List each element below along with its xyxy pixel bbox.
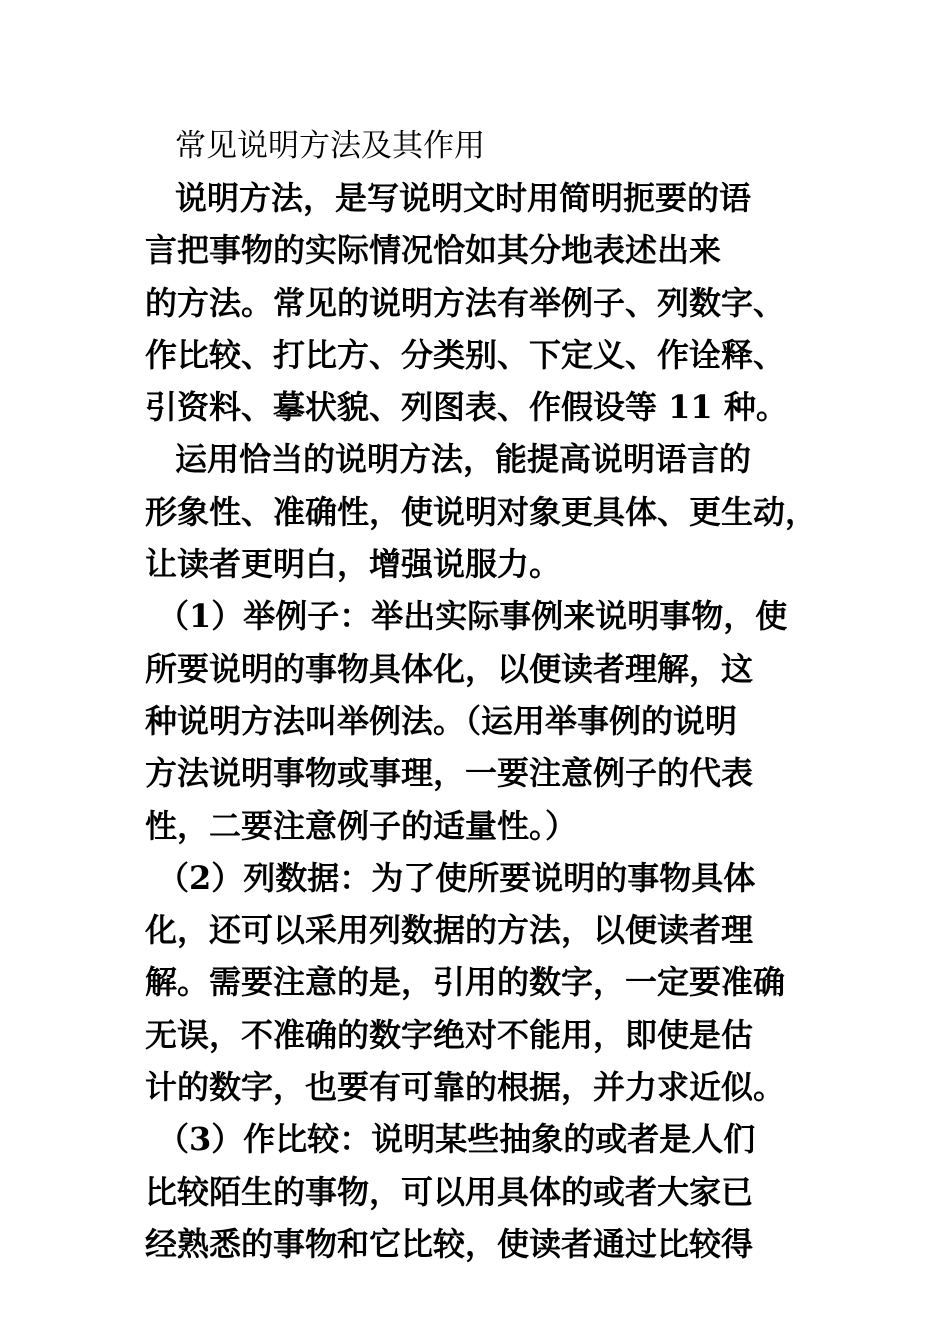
paragraph-line: 说明方法，是写说明文时用简明扼要的语 xyxy=(175,179,752,217)
paragraph-line: 经熟悉的事物和它比较，使读者通过比较得 xyxy=(145,1224,754,1263)
paragraph-line: 无误，不准确的数字绝对不能用，即使是估 xyxy=(145,1015,754,1054)
paragraph-data-method xyxy=(145,852,815,1113)
paragraph-line: 引资料、摹状貌、列图表、作假设等 11 种。 xyxy=(145,388,788,427)
paragraph-purpose xyxy=(145,433,818,590)
paragraph-intro xyxy=(145,172,815,433)
paragraph-example-method xyxy=(145,590,815,851)
paragraph-line: 的方法。常见的说明方法有举例子、列数字、 xyxy=(145,283,786,322)
paragraph-line: 运用恰当的说明方法，能提高说明语言的 xyxy=(175,440,752,479)
paragraph-line: 所要说明的事物具体化，以便读者理解，这 xyxy=(145,649,754,688)
paragraph-line: 作比较、打比方、分类别、下定义、作诠释、 xyxy=(145,335,786,374)
paragraph-line: 解。需要注意的是，引用的数字，一定要准确 xyxy=(145,963,786,1002)
document-title: 常见说明方法及其作用 xyxy=(175,128,485,164)
paragraph-line: 化，还可以采用列数据的方法，以便读者理 xyxy=(145,911,754,950)
paragraph-line: 言把事物的实际情况恰如其分地表述出来 xyxy=(145,231,722,270)
paragraph-line: （2）列数据：为了使所要说明的事物具体 xyxy=(157,858,756,897)
paragraph-line: 比较陌生的事物，可以用具体的或者大家已 xyxy=(145,1172,754,1211)
document-body xyxy=(145,120,818,1270)
paragraph-comparison-method xyxy=(145,1113,815,1270)
paragraph-line: 让读者更明白，增强说服力。 xyxy=(145,545,562,584)
paragraph-line: 性，二要注意例子的适量性。） xyxy=(145,806,578,845)
paragraph-line: （1）举例子：举出实际事例来说明事物，使 xyxy=(157,597,788,636)
paragraph-line: 方法说明事物或事理，一要注意例子的代表 xyxy=(145,754,754,793)
paragraph-line: 形象性、准确性，使说明对象更具体、更生动， xyxy=(145,492,818,531)
paragraph-line: 种说明方法叫举例法。（运用举事例的说明 xyxy=(145,701,738,740)
paragraph-line: （3）作比较：说明某些抽象的或者是人们 xyxy=(157,1120,756,1159)
paragraph-line: 计的数字，也要有可靠的根据，并力求近似。 xyxy=(145,1068,786,1107)
